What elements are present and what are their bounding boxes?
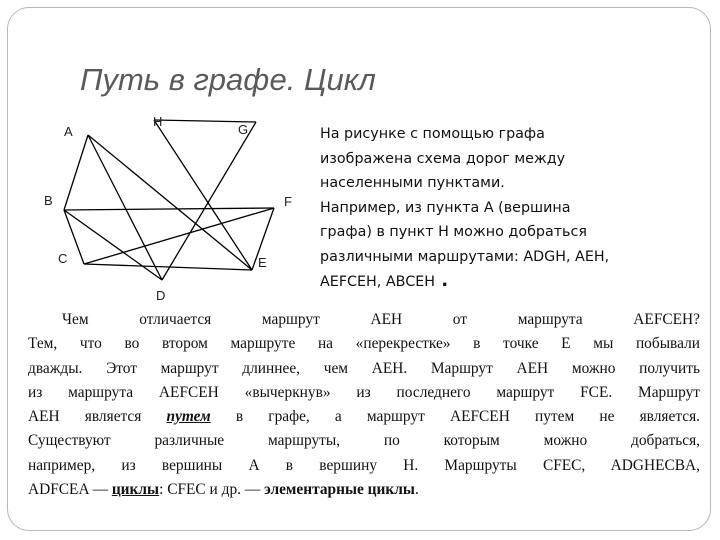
node-label-C: C <box>58 251 68 266</box>
edge-AE <box>88 135 252 270</box>
body-line: Тем, что во втором маршруте на «перекрестке» в точке Е мы побывали <box>28 335 700 353</box>
body-line-path <box>28 405 700 429</box>
node-label-B: B <box>44 193 53 208</box>
edge-HE <box>154 120 252 270</box>
route-list: AEFCEH, ABCEH <box>320 274 435 290</box>
node-label-E: E <box>258 255 267 270</box>
term-cycles: циклы <box>111 481 160 499</box>
node-label-D: D <box>156 288 166 303</box>
text-fragment: AEH является <box>28 408 167 426</box>
text-fragment: в графе, а маршрут AEFCEH путем не является. <box>210 408 700 426</box>
description-line: На рисунке с помощью графа <box>320 126 545 142</box>
description-line: населенными пунктами. <box>320 175 505 191</box>
body-line: например, из вершины А в вершину Н. Маршруты CFEC, ADGHECBA, <box>28 456 700 474</box>
description-line: различными маршрутами: ADGH, AEH, <box>320 248 610 265</box>
edge-CF <box>84 208 274 264</box>
node-label-G: G <box>238 122 249 137</box>
edge-DG <box>162 122 256 280</box>
description-line-last <box>320 269 700 295</box>
period: . <box>435 270 449 291</box>
body-paragraph <box>28 308 700 502</box>
edge-AD <box>88 135 162 280</box>
graph-description <box>320 122 700 295</box>
text-fragment: : CFEC и др. — <box>159 481 265 499</box>
term-path: путем <box>166 408 211 426</box>
node-label-A: A <box>64 124 73 139</box>
node-label-F: F <box>284 194 292 209</box>
text-fragment: ADFCEA — <box>28 481 112 499</box>
node-label-H: H <box>153 114 163 129</box>
body-line: дважды. Этот маршрут длиннее, чем AEH. Маршрут AEH можно получить <box>28 359 700 377</box>
edge-BF <box>64 208 274 210</box>
body-line: Существуют различные маршруты, по которым можно добраться, <box>28 432 700 450</box>
edge-AB <box>64 135 88 210</box>
slide-title: Путь в графе. Цикл <box>80 62 376 97</box>
body-line-cycles <box>28 478 700 502</box>
body-line-question: Чем отличается маршрут AEH от маршрута AEFCEH? <box>62 311 700 328</box>
text-fragment: . <box>414 481 419 499</box>
body-line: из маршрута AEFCEH «вычеркнув» из последнего маршрут FCE. Маршрут <box>28 383 700 401</box>
graph-diagram <box>30 110 310 305</box>
description-line: графа) в пункт Н можно добраться <box>320 224 587 240</box>
term-elementary-cycles: элементарные циклы <box>264 481 415 499</box>
description-line: Например, из пункта А (вершина <box>320 199 571 216</box>
description-line: изображена схема дорог между <box>320 150 566 167</box>
